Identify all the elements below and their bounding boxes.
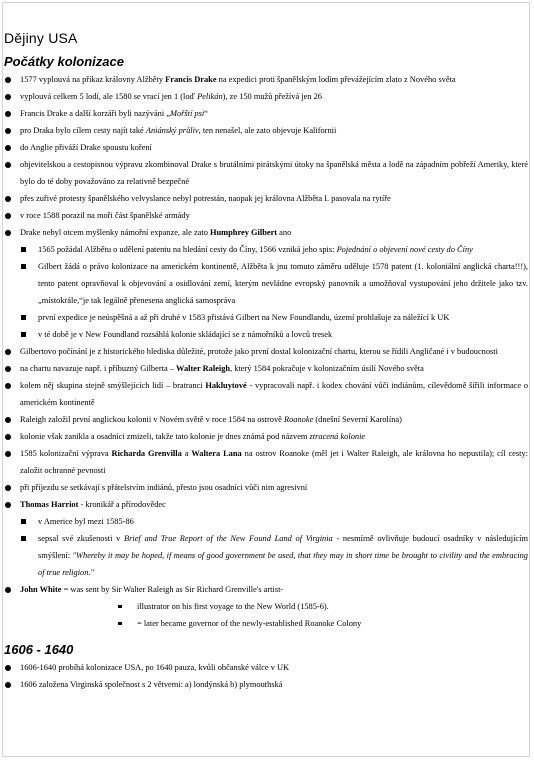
text-run: sepsal své zkušenosti v bbox=[38, 534, 124, 543]
text-run: = later became governor of the newly-established Roanoke Colony bbox=[137, 619, 362, 628]
italic-text: Roanoke bbox=[283, 415, 314, 424]
text-run: v roce 1588 porazil na moři část španělské armády bbox=[20, 211, 190, 220]
section-heading: 1606 - 1640 bbox=[4, 642, 74, 657]
list-item bbox=[0, 326, 534, 343]
text-run: ano bbox=[277, 228, 292, 237]
list-item bbox=[0, 411, 534, 428]
text-run: v té době je v New Foundland rozsáhlá kolonie skládající se z námořníků a lovců tresek bbox=[38, 330, 333, 339]
list-item bbox=[0, 659, 534, 676]
bold-text: Walter Raleigh bbox=[176, 364, 231, 373]
bullet-list bbox=[0, 71, 534, 632]
section-1606-1640 bbox=[0, 642, 534, 693]
text-run: (dnešní Severní Karolína) bbox=[313, 415, 402, 424]
text-run: pro Draka bylo cílem cesty najít také bbox=[20, 126, 146, 135]
text-run: - nesmírně ovlivňuje budoucí osadníky v následujícím smýšlení: bbox=[38, 534, 528, 560]
bold-text: John White bbox=[20, 585, 62, 594]
italic-text: Mořští psi bbox=[170, 109, 205, 118]
list-item bbox=[0, 615, 534, 632]
text-run: do Anglie přiváží Drake spoustu koření bbox=[20, 143, 152, 152]
text-run: 1565 požádal Alžbětu o udělení patentu na hledání cesty do Číny, 1566 vzniká jeho spis: bbox=[38, 245, 337, 254]
section-heading: Počátky kolonizace bbox=[4, 54, 124, 69]
italic-text: Pelikán bbox=[197, 92, 223, 101]
list-item bbox=[0, 71, 534, 88]
list-item bbox=[0, 445, 534, 479]
text-run: ), ze 150 mužů přežívá jen 26 bbox=[222, 92, 322, 101]
text-run: 1606 založena Virginská společnost s 2 větvemi: a) londýnská b) plymouthská bbox=[20, 680, 283, 689]
list-item bbox=[0, 360, 534, 377]
text-run: při příjezdu se setkávají s přátelstvím indiánů, přesto jsou osadníci vůči nim agresivní bbox=[20, 483, 308, 492]
list-item bbox=[0, 377, 534, 411]
text-run: kolonie však zanikla a osadníci zmizeli, takže tato kolonie je dnes známá pod názvem bbox=[20, 432, 310, 441]
list-item bbox=[0, 496, 534, 513]
list-item bbox=[0, 241, 534, 258]
text-run: “ bbox=[204, 109, 208, 118]
list-item bbox=[0, 258, 534, 309]
list-item bbox=[0, 479, 534, 496]
text-run: kolem něj skupina stejně smýšlejících lidí – bratranci bbox=[20, 381, 206, 390]
text-run: objevitelskou a cestopisnou výpravu zkombinoval Drake s brutálními pirátskými útoky na španělská města a lodě na západním pobřeží Ameriky, které bylo do té doby považováno za relativně bezpečné bbox=[20, 160, 528, 186]
bold-text: Thomas Harriot bbox=[20, 500, 79, 509]
text-run: - vypracovali např. i kodex chování vůči indiánům, cílevědomě šířili informace o americkém kontinentě bbox=[20, 381, 529, 407]
list-item bbox=[0, 224, 534, 241]
list-item bbox=[0, 581, 534, 598]
text-run: 1585 kolonizační výprava bbox=[20, 449, 112, 458]
text-run: přes zuřivé protesty španělského velvyslance nebyl potrestán, naopak jej královna Alžběta I. pasovala na rytíře bbox=[20, 194, 391, 203]
list-item bbox=[0, 207, 534, 224]
text-run: 1606-1640 probíhá kolonizace USA, po 1640 pauza, kvůli občanské válce v UK bbox=[20, 663, 290, 672]
list-item bbox=[0, 139, 534, 156]
bold-text: Richarda Grenvilla bbox=[111, 449, 182, 458]
italic-text: ztracená kolonie bbox=[309, 432, 366, 441]
text-run: Gilbert žádá o právo kolonizace na americkém kontinentě, Alžběta k jnu tomuto záměru uděluje 1578 patent (1. koloniální anglická charta!!!), tento patent opravňoval k objevování a osidlování zemí, kterým nevládne evropský panovník a umožňoval vystupování jeho držitele jako tzv. „místokrále,“je tak legálně přenesena anglická samospráva bbox=[38, 262, 528, 305]
text-run: v Americe byl mezi 1585-86 bbox=[38, 517, 134, 526]
text-run: = was sent by Sir Walter Raleigh as Sir Richard Grenville's artist- bbox=[61, 585, 284, 594]
text-run: - kronikář a přírodovědec bbox=[78, 500, 166, 509]
text-run: vyplouvá celkem 5 lodí, ale 1580 se vrací jen 1 (loď bbox=[20, 92, 198, 101]
page-title: Dějiny USA bbox=[4, 30, 78, 46]
list-item bbox=[0, 513, 534, 530]
list-item bbox=[0, 105, 534, 122]
text-run: Drake nebyl otcem myšlenky námořní expanze, ale zato bbox=[20, 228, 210, 237]
bold-text: Waltera Lana bbox=[191, 449, 242, 458]
italic-text: Aniánský průliv bbox=[145, 126, 199, 135]
italic-text: "Whereby it may be hoped, if means of good government be used, that they may in short time be brought to civility and the embracing of true religion." bbox=[38, 551, 528, 577]
bullet-list bbox=[0, 659, 534, 693]
list-item bbox=[0, 598, 534, 615]
bold-text: Hakluytové bbox=[205, 381, 247, 390]
list-item bbox=[0, 309, 534, 326]
section-pocatky-kolonizace bbox=[0, 54, 534, 632]
text-run: illustrator on his first voyage to the New World (1585-6). bbox=[137, 602, 329, 611]
text-run: první expedice je neúspěšná a až při druhé v 1583 přistává Gilbert na New Foundlandu, území prohlašuje za náležící k UK bbox=[38, 313, 450, 322]
text-run: , ten nenašel, ale zato objevuje Kalifornii bbox=[198, 126, 337, 135]
list-item bbox=[0, 88, 534, 105]
text-run: , který 1584 pokračuje v kolonizačním úsilí Nového světa bbox=[230, 364, 424, 373]
text-run: na expedici proti španělským lodím převážejícím zlato z Nového světa bbox=[216, 75, 456, 84]
list-item bbox=[0, 122, 534, 139]
list-item bbox=[0, 530, 534, 581]
list-item bbox=[0, 676, 534, 693]
text-run: Gilbertovo počínání je z historického hlediska důležité, protože jako první dostal kolonizační chartu, kterou se řídili Angličané i v budoucnosti bbox=[20, 347, 498, 356]
text-run: Raleigh založil první anglickou kolonii v Novém světě v roce 1584 na ostrově bbox=[20, 415, 284, 424]
list-item bbox=[0, 156, 534, 190]
text-run: 1577 vyplouvá na příkaz královny Alžběty bbox=[20, 75, 166, 84]
italic-text: Pojednání o objevení nové cesty do Číny bbox=[336, 245, 473, 254]
list-item bbox=[0, 428, 534, 445]
list-item bbox=[0, 190, 534, 207]
text-run: na ostrov Roanoke (měl jet i Walter Raleigh, ale královna ho nepustila); cíl cesty: založit ochranné pevnosti bbox=[20, 449, 528, 475]
text-run: na chartu navazuje např. i příbuzný Gilberta – bbox=[20, 364, 177, 373]
bold-text: Humphrey Gilbert bbox=[210, 228, 278, 237]
text-run: a bbox=[181, 449, 192, 458]
document-body bbox=[0, 30, 534, 693]
list-item bbox=[0, 343, 534, 360]
bold-text: Francis Drake bbox=[165, 75, 217, 84]
italic-text: Brief and True Report of the New Found Land of Virginia bbox=[124, 534, 333, 543]
text-run: Francis Drake a další korzáři byli nazýváni „ bbox=[20, 109, 170, 118]
